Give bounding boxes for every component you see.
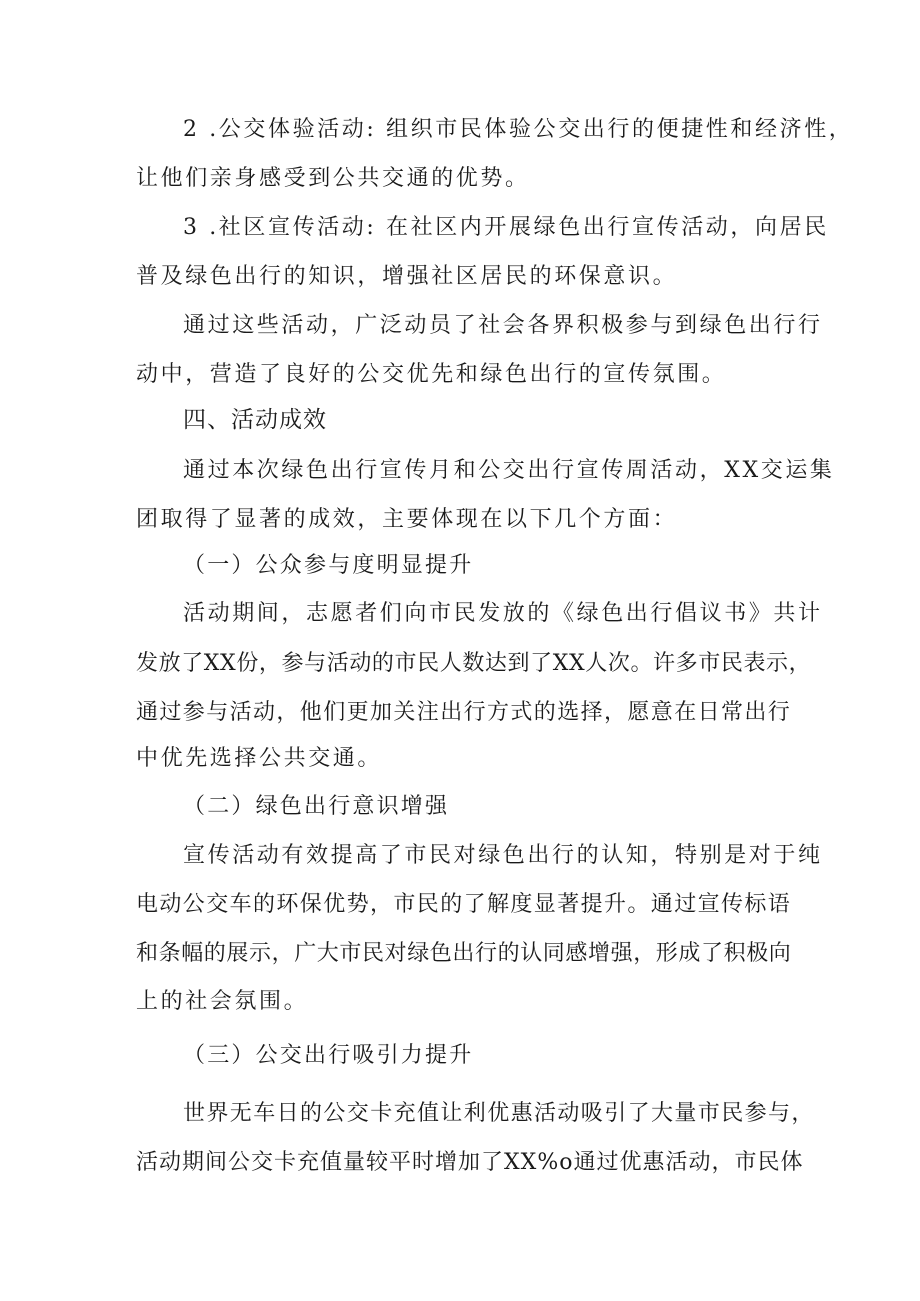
subsection-heading: （二）绿色出行意识增强 — [183, 794, 450, 819]
paragraph-line: 动中，营造了良好的公交优先和绿色出行的宣传氛围。 — [136, 362, 727, 387]
subsection-heading: （一）公众参与度明显提升 — [183, 553, 474, 578]
paragraph-line: 让他们亲身感受到公共交通的优势。 — [136, 166, 530, 191]
paragraph-line: 和条幅的展示，广大市民对绿色出行的认同感增强，形成了积极向 — [136, 941, 792, 966]
paragraph-line: 电动公交车的环保优势，市民的了解度显著提升。通过宣传标语 — [136, 892, 792, 917]
paragraph-line: 3 .社区宣传活动: 在社区内开展绿色出行宣传活动，向居民 — [183, 215, 829, 240]
paragraph-line: 2 .公交体验活动: 组织市民体验公交出行的便捷性和经济性， — [183, 117, 854, 142]
paragraph-line: 宣传活动有效提高了市民对绿色出行的认知，特别是对于纯 — [183, 843, 823, 868]
paragraph-line: 中优先选择公共交通。 — [136, 746, 383, 771]
paragraph-line: 普及绿色出行的知识，增强社区居民的环保意识。 — [136, 264, 678, 289]
paragraph-line: 活动期间，志愿者们向市民发放的《绿色出行倡议书》共计 — [183, 601, 823, 626]
paragraph-line: 上的社会氛围。 — [136, 989, 309, 1014]
paragraph-line: 通过这些活动，广泛动员了社会各界积极参与到绿色出行行 — [183, 313, 823, 338]
paragraph-line: 团取得了显著的成效，主要体现在以下几个方面： — [136, 507, 678, 532]
subsection-heading: （三）公交出行吸引力提升 — [183, 1043, 474, 1068]
paragraph-line: 世界无车日的公交卡充值让利优惠活动吸引了大量市民参与， — [183, 1101, 815, 1126]
paragraph-line: 发放了XX份，参与活动的市民人数达到了XX人次。许多市民表示， — [136, 651, 812, 676]
paragraph-line: 通过参与活动，他们更加关注出行方式的选择，愿意在日常出行 — [136, 700, 792, 725]
paragraph-line: 通过本次绿色出行宣传月和公交出行宣传周活动，XX交运集 — [183, 458, 835, 483]
paragraph-line: 活动期间公交卡充值量较平时增加了XX%o通过优惠活动，市民体 — [136, 1150, 804, 1175]
section-heading: 四、活动成效 — [183, 407, 327, 433]
